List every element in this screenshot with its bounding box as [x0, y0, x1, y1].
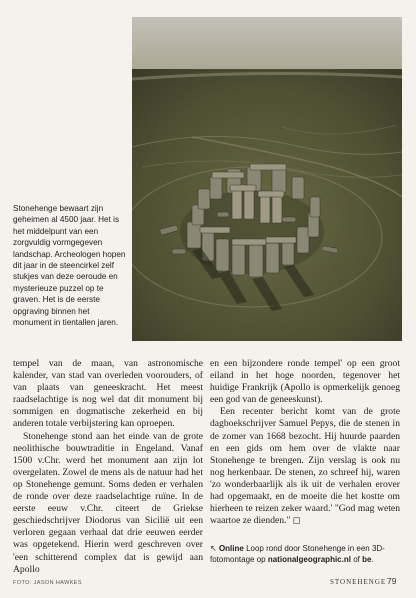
website-link-be[interactable]: be: [362, 555, 372, 564]
article-paragraph: Een recenter bericht komt van de grote dagboekschrijver Samuel Pepys, die de stenen in de zomer van 1668 bezocht. Hij huurde paarden en een gids om hem over de vlakte naar Stonehenge te brengen. Zijn verslag is ook nu nog herkenbaar. De stenen, zo schreef hij, waren 'zo wonderbaarlijk als ik uit de verhalen erover had opgemaakt, en de moeite die het kostte om hierheen te reizen zeker waard.' "God mag weten waartoe ze dienden." ◻: [210, 406, 400, 527]
page-number: 79: [387, 576, 397, 586]
online-note: [210, 543, 402, 565]
online-text-end: .: [371, 555, 374, 564]
photo-caption: Stonehenge bewaart zijn geheimen al 4500 jaar. Het is het middelpunt van een zorgvuldig vormgegeven landschap. Archeologen hopen dit jaar in de steencirkel zelf stukjes van deze oeroude en mysterieuze puzzel op te graven. Het is de eerste opgraving binnen het monument in tientallen jaren.: [13, 204, 126, 328]
website-link[interactable]: nationalgeographic.nl: [267, 555, 351, 564]
stonehenge-aerial-photo: [132, 17, 402, 341]
running-footer-title: STONEHENGE: [330, 578, 387, 586]
online-text-or: of: [353, 555, 360, 564]
article-left-column: [13, 358, 203, 576]
stonehenge-illustration: [132, 17, 402, 341]
photo-credit: FOTO: JASON HAWKES: [13, 580, 82, 586]
online-text: Loop rond door Stonehenge in een 3D-fotomontage op: [210, 544, 385, 564]
article-paragraph: Stonehenge stond aan het einde van de grote neolithische bouwtraditie in Engeland. Vanaf 1500 v.Chr. werd het monument aan zijn lot overgelaten. Zowel de mens als de natuur had het op Stonehenge gemunt. Soms deden er verhalen de ronde over deze raadselachtige ruïne. In de eerste eeuw v.Chr. citeert de Griekse geschiedschrijver Diodorus van Sicilië uit een verloren gegaan verhaal dat drie eeuwen eerder was opgetekend. Hierin werd geschreven over 'een schitterend complex dat is gewijd aan Apollo: [13, 430, 203, 575]
article-paragraph: en een bijzondere ronde tempel' op een groot eiland in het hoge noorden, tegenover het huidige Frankrijk (Apollo is opmerkelijk genoeg een god van de geneeskunst).: [210, 358, 400, 406]
cursor-arrow-icon: ↖: [210, 544, 217, 553]
online-label: Online: [218, 544, 244, 553]
article-right-column: [210, 358, 400, 527]
article-paragraph: tempel van de maan, van astronomische kalender, van stad van overleden voorouders, of van plaats van geneeskracht. Het meest raadselachtige is nog wel dat dit monument bij sommigen en dogmatische zekerheid en bij anderen totale verbijstering kan oproepen.: [13, 358, 203, 430]
